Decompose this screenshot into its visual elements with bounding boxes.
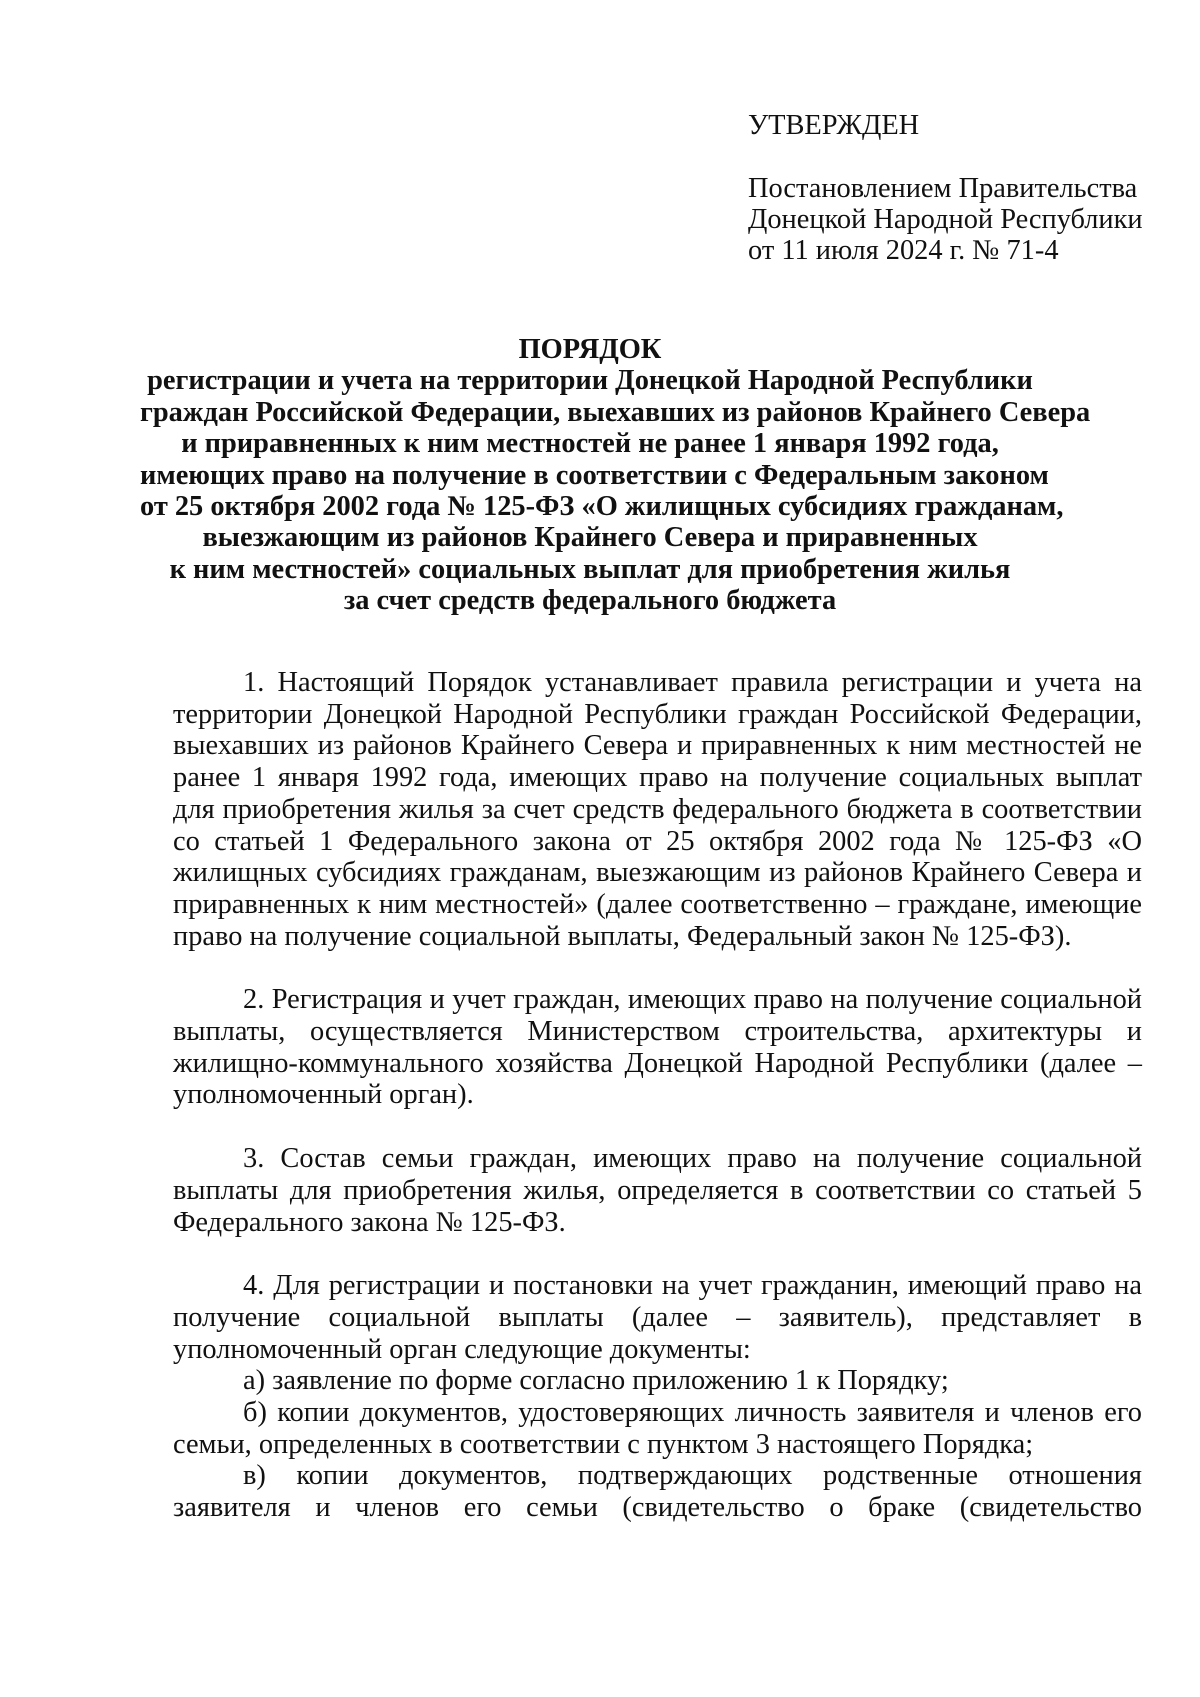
title-line: к ним местностей» социальных выплат для приобретения жилья xyxy=(169,553,1011,585)
title-line: выезжающим из районов Крайнего Севера и приравненных xyxy=(202,522,978,554)
title-line: регистрации и учета на территории Донецкой Народной Республики xyxy=(147,365,1033,397)
list-item-c: в) копии документов, подтверждающих родственные отношения заявителя и членов его семьи (свидетельство о браке (свидетельство xyxy=(173,1460,1142,1524)
title-line: от 25 октября 2002 года № 125-ФЗ «О жилищных субсидиях гражданам, xyxy=(140,491,1064,523)
list-item-a: а) заявление по форме согласно приложению 1 к Порядку; xyxy=(243,1365,949,1397)
paragraph-2: 2. Регистрация и учет граждан, имеющих право на получение социальной выплаты, осуществляется Министерством строительства, архитектуры и жилищно-коммунального хозяйства Донецкой Народной Республики (далее – уполномоченный орган). xyxy=(173,984,1142,1111)
document-body xyxy=(173,667,1142,1524)
title-line: граждан Российской Федерации, выехавших из районов Крайнего Севера xyxy=(140,396,1091,428)
title-line: за счет средств федерального бюджета xyxy=(343,585,837,617)
paragraph-4: 4. Для регистрации и постановки на учет гражданин, имеющий право на получение социальной выплаты (далее – заявитель), представляет в уполномоченный орган следующие документы: xyxy=(173,1270,1142,1365)
approval-block xyxy=(748,110,1143,266)
approval-line: Донецкой Народной Республики xyxy=(748,204,1143,235)
approval-line: Постановлением Правительства xyxy=(748,173,1138,204)
list-item-b: б) копии документов, удостоверяющих личность заявителя и членов его семьи, определенных в соответствии с пунктом 3 настоящего Порядка; xyxy=(173,1397,1142,1460)
title-line: и приравненных к ним местностей не ранее 1 января 1992 года, xyxy=(181,428,999,460)
title-line: имеющих право на получение в соответствии с Федеральным законом xyxy=(140,459,1049,491)
approval-line: от 11 июля 2024 г. № 71-4 xyxy=(748,235,1059,266)
approval-status: УТВЕРЖДЕН xyxy=(748,110,920,141)
paragraph-3: 3. Состав семьи граждан, имеющих право на получение социальной выплаты для приобретения жилья, определяется в соответствии со статьей 5 Федерального закона № 125-ФЗ. xyxy=(173,1143,1142,1238)
document-title xyxy=(140,334,1091,617)
paragraph-1: 1. Настоящий Порядок устанавливает правила регистрации и учета на территории Донецкой Народной Республики граждан Российской Федерации, выехавших из районов Крайнего Севера и приравненных к ним местностей не ранее 1 января 1992 года, имеющих право на получение социальных выплат для приобретения жилья за счет средств федерального бюджета в соответствии со статьей 1 Федерального закона от 25 октября 2002 года № 125-ФЗ «О жилищных субсидиях гражданам, выезжающим из районов Крайнего Севера и приравненных к ним местностей» (далее соответственно – граждане, имеющие право на получение социальной выплаты, Федеральный закон № 125-ФЗ). xyxy=(173,667,1142,952)
title-heading: ПОРЯДОК xyxy=(518,334,662,365)
